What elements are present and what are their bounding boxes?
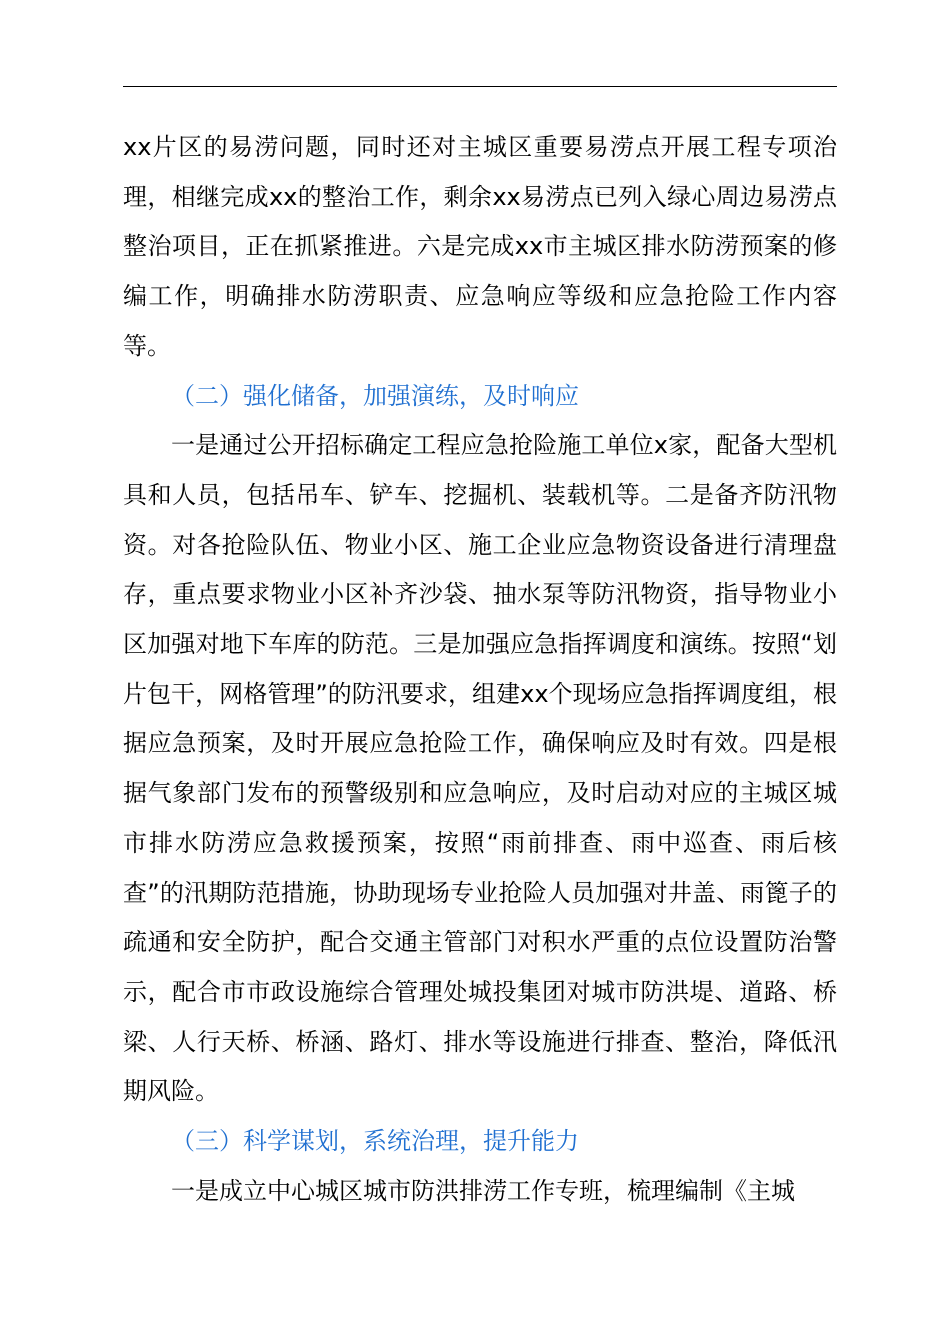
header-rule — [123, 86, 837, 87]
document-body — [123, 123, 837, 1216]
paragraph-continuation: xx片区的易涝问题，同时还对主城区重要易涝点开展工程专项治理，相继完成xx的整治工作，剩余xx易涝点已列入绿心周边易涝点整治项目，正在抓紧推进。六是完成xx市主城区排水防涝预案的修编工作，明确排水防涝职责、应急响应等级和应急抢险工作内容等。 — [123, 133, 837, 360]
section-heading-3: （三）科学谋划，系统治理，提升能力 — [171, 1127, 579, 1156]
paragraph-section-3: 一是成立中心城区城市防洪排涝工作专班，梳理编制《主城 — [171, 1176, 795, 1205]
paragraph-section-2: 一是通过公开招标确定工程应急抢险施工单位x家，配备大型机具和人员，包括吊车、铲车、挖掘机、装载机等。二是备齐防汛物资。对各抢险队伍、物业小区、施工企业应急物资设备进行清理盘存，重点要求物业小区补齐沙袋、抽水泵等防汛物资，指导物业小区加强对地下车库的防范。三是加强应急指挥调度和演练。按照“划片包干，网格管理”的防汛要求，组建xx个现场应急指挥调度组，根据应急预案，及时开展应急抢险工作，确保响应及时有效。四是根据气象部门发布的预警级别和应急响应，及时启动对应的主城区城市排水防涝应急救援预案，按照“雨前排查、雨中巡查、雨后核查”的汛期防范措施，协助现场专业抢险人员加强对井盖、雨篦子的疏通和安全防护，配合交通主管部门对积水严重的点位设置防治警示，配合市市政设施综合管理处城投集团对城市防洪堤、道路、桥梁、人行天桥、桥涵、路灯、排水等设施进行排查、整治，降低汛期风险。 — [123, 431, 837, 1106]
section-heading-2: （二）强化储备，加强演练，及时响应 — [171, 381, 579, 410]
